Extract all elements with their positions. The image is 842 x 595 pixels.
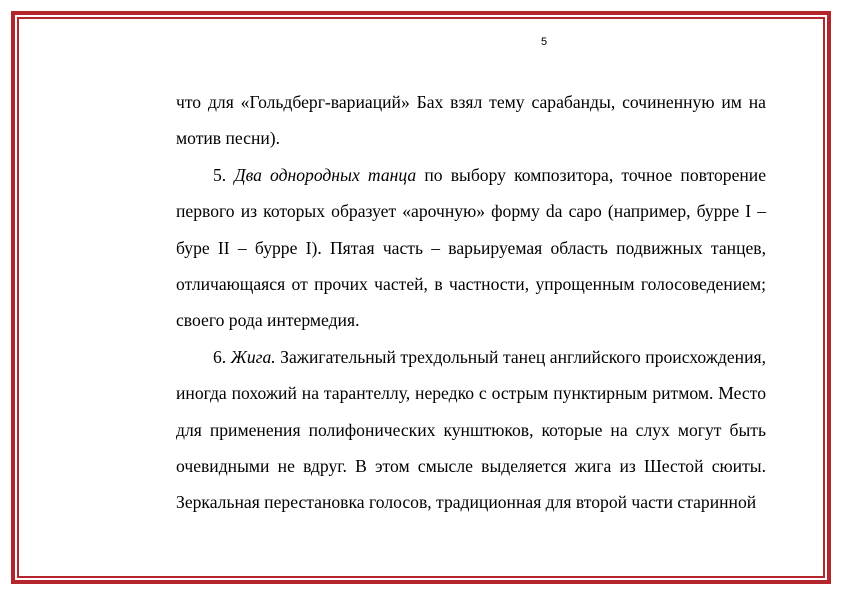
paragraph-text: по выбору композитора, точное повторение первого из которых образует «арочную» форму da capo (например, бурре I – буре II – бурре I). Пятая часть – варьируемая область подвижных танцев, отличающаяся от прочих частей, в частности, упрощенным голосоведением; своего рода интермедия. [176,164,767,331]
paragraph-text: что для «Гольдберг-вариаций» Бах взял тему сарабанды, сочиненную им на мотив песни). [176,92,766,149]
page-number: 5 [540,36,548,48]
paragraph-item-6 [176,339,766,521]
paragraph-text: Зажигательный трехдольный танец английского происхождения, иногда похожий на тарантеллу, нередко с острым пунктирным ритмом. Место для применения полифонических кунштюков, которые на слух могут быть очевидными не вдруг. В этом смысле выделяется жига из Шестой сюиты. Зеркальная перестановка голосов, традиционная для второй части старинной [176,346,767,513]
paragraph-number: 5. [213,164,235,185]
paragraph-item-5 [176,157,766,339]
paragraph-continuation [176,84,766,157]
paragraph-number: 6. [213,346,231,367]
paragraph-heading: Жига. [230,346,276,367]
paragraph-heading: Два однородных танца [234,164,417,185]
document-body [176,84,766,521]
